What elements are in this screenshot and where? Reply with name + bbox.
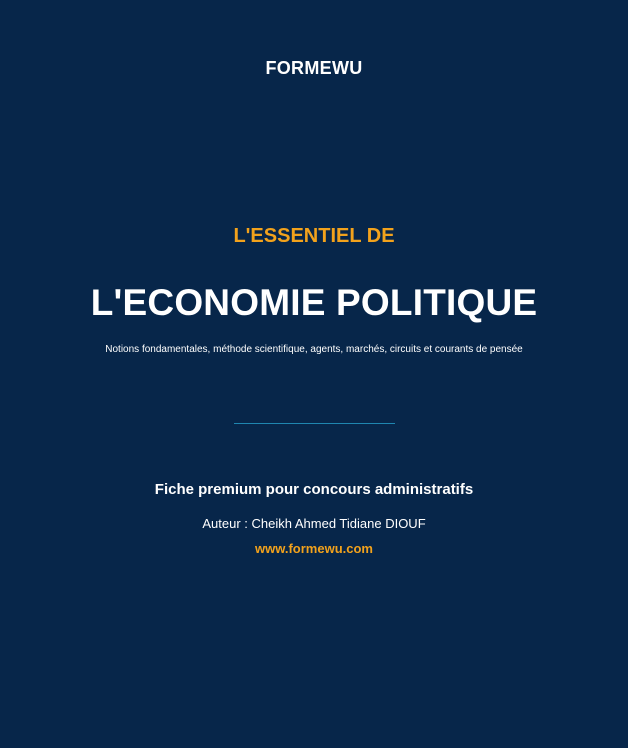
cover-tagline: Fiche premium pour concours administratifs xyxy=(154,481,474,498)
website-link[interactable]: www.formewu.com xyxy=(255,541,373,556)
divider-line xyxy=(234,423,395,424)
brand-name: FORMEWU xyxy=(265,58,363,78)
cover-kicker: L'ESSENTIEL DE xyxy=(233,225,395,247)
author-line: Auteur : Cheikh Ahmed Tidiane DIOUF xyxy=(202,516,426,531)
cover-title: L'ECONOMIE POLITIQUE xyxy=(90,282,538,323)
cover-subtitle: Notions fondamentales, méthode scientifique, agents, marchés, circuits et courants de pensée xyxy=(105,344,523,355)
